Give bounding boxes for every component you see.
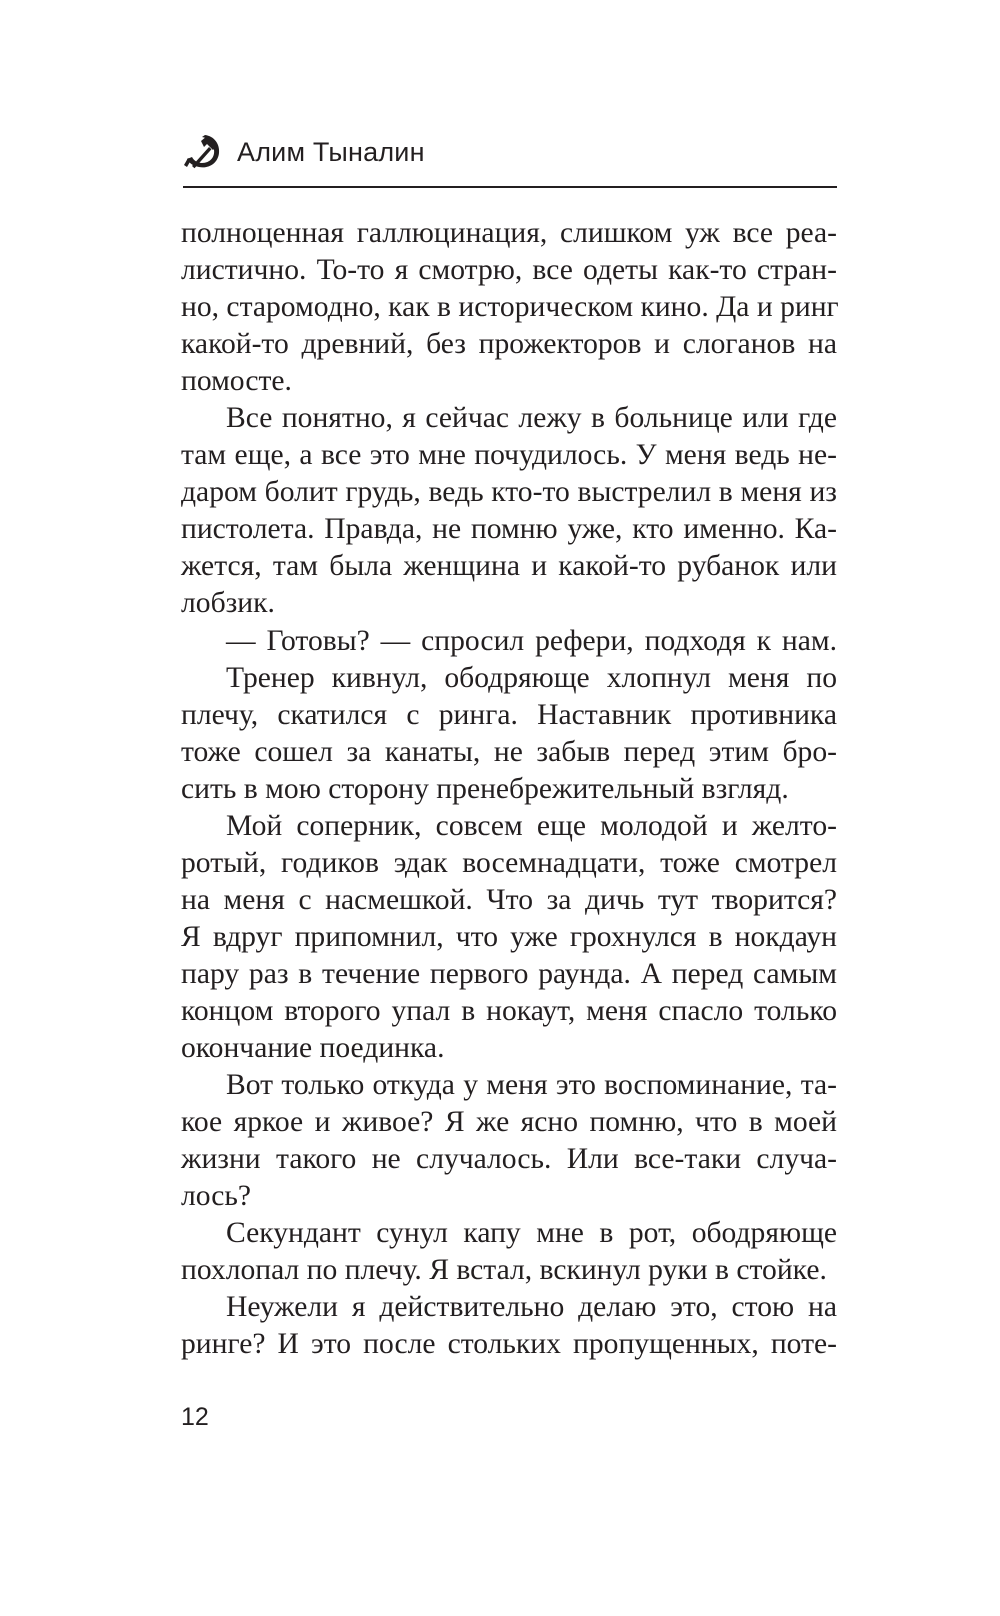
text-line: концом второго упал в нокаут, меня спасло только <box>181 994 837 1027</box>
text-line: жизни такого не случалось. Или все-таки случа- <box>181 1143 837 1176</box>
header-rule <box>183 186 837 188</box>
text-line: тоже сошел за канаты, не забыв перед этим бро- <box>181 735 837 768</box>
paragraph-start: Тренер кивнул, ободряюще хлопнул меня по <box>226 661 837 694</box>
text-line: листично. То-то я смотрю, все одеты как-то стран- <box>181 254 837 287</box>
text-line: окончание поединка. <box>181 1032 445 1065</box>
text-line: кое яркое и живое? Я же ясно помню, что в моей <box>181 1106 837 1139</box>
text-line: даром болит грудь, ведь кто-то выстрелил в меня из <box>181 476 837 509</box>
text-line: ротый, годиков эдак восемнадцати, тоже смотрел <box>181 846 837 879</box>
text-line: но, старомодно, как в историческом кино. Да и ринг <box>181 291 839 324</box>
hammer-sickle-icon <box>183 132 223 172</box>
text-line: помосте. <box>181 365 292 398</box>
paragraph-start: Все понятно, я сейчас лежу в больнице или где <box>226 402 837 435</box>
text-line: какой-то древний, без прожекторов и слоганов на <box>181 328 837 361</box>
dialogue-line: — Готовы? — спросил рефери, подходя к нам. <box>226 624 837 657</box>
text-line: Я вдруг припомнил, что уже грохнулся в нокдаун <box>181 920 837 953</box>
text-line: пистолета. Правда, не помню уже, кто именно. Ка- <box>181 513 837 546</box>
text-line: похлопал по плечу. Я встал, вскинул руки в стойке. <box>181 1254 827 1287</box>
text-line: на меня с насмешкой. Что за дичь тут творится? <box>181 883 837 916</box>
text-line: пару раз в течение первого раунда. А перед самым <box>181 957 837 990</box>
text-line: лобзик. <box>181 587 275 620</box>
text-line: там еще, а все это мне почудилось. У меня ведь не- <box>181 439 837 472</box>
running-header <box>183 128 837 184</box>
page-number: 12 <box>181 1403 209 1431</box>
paragraph-start: Мой соперник, совсем еще молодой и желто- <box>226 809 837 842</box>
text-line: полноценная галлюцинация, слишком уж все реа- <box>181 217 837 249</box>
text-line: плечу, скатился с ринга. Наставник противника <box>181 698 837 731</box>
text-line: ринге? И это после стольких пропущенных, поте- <box>181 1328 837 1361</box>
author-name: Алим Тыналин <box>237 137 425 167</box>
paragraph-start: Вот только откуда у меня это воспоминание, та- <box>226 1069 837 1102</box>
paragraph-start: Секундант сунул капу мне в рот, ободряюще <box>226 1217 837 1250</box>
text-line: сить в мою сторону пренебрежительный взгляд. <box>181 772 789 805</box>
text-line: жется, там была женщина и какой-то рубанок или <box>181 550 837 583</box>
body-text <box>181 215 837 1363</box>
text-line: лось? <box>181 1180 252 1213</box>
paragraph-start: Неужели я действительно делаю это, стою на <box>226 1291 837 1324</box>
